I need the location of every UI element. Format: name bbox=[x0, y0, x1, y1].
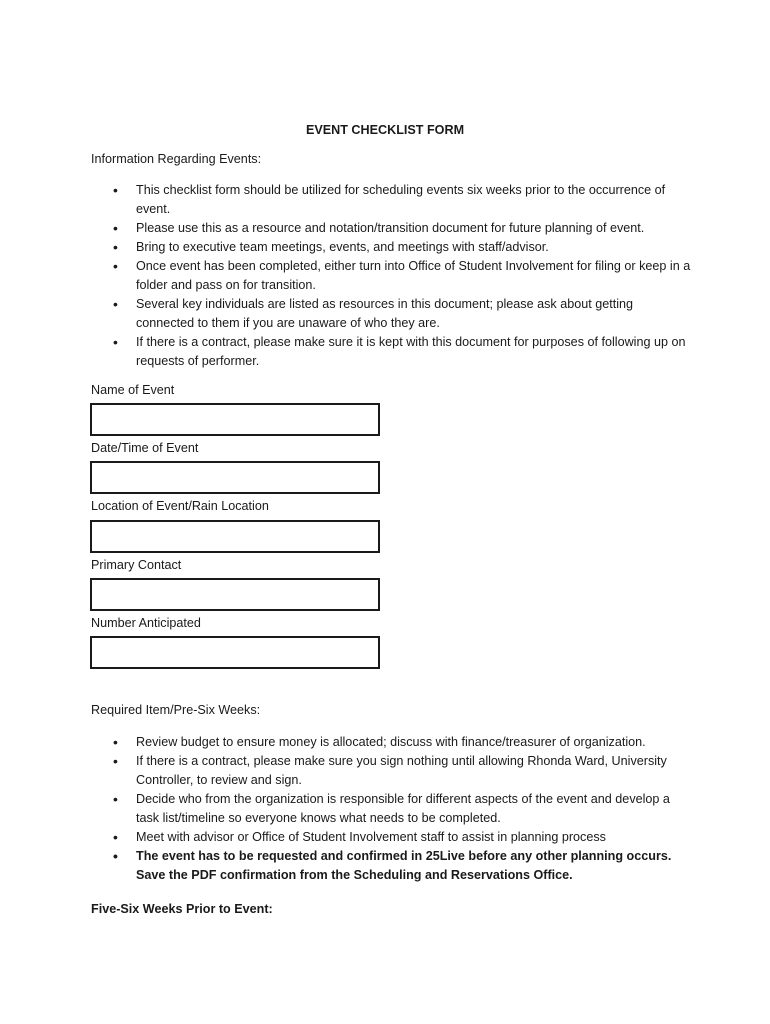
number-anticipated-label: Number Anticipated bbox=[91, 616, 201, 630]
info-section-heading: Information Regarding Events: bbox=[91, 152, 262, 166]
list-item: • Once event has been completed, either turn into Office of Student Involvement for filing or keep in a folder and pass on for transition. bbox=[91, 257, 691, 295]
pre-six-weeks-heading: Required Item/Pre-Six Weeks: bbox=[91, 703, 261, 717]
event-name-label: Name of Event bbox=[91, 383, 175, 397]
five-six-weeks-heading: Five-Six Weeks Prior to Event: bbox=[91, 902, 273, 916]
pre-six-weeks-bullet-list bbox=[91, 733, 691, 885]
info-bullet-list bbox=[91, 181, 691, 371]
primary-contact-input[interactable] bbox=[90, 578, 380, 611]
number-anticipated-input[interactable] bbox=[90, 636, 380, 669]
list-item: • Several key individuals are listed as resources in this document; please ask about getting connected to them if you are unaware of who they are. bbox=[91, 295, 691, 333]
location-input[interactable] bbox=[90, 520, 380, 553]
list-item: • Decide who from the organization is responsible for different aspects of the event and develop a task list/timeline so everyone knows what needs to be completed. bbox=[91, 790, 691, 828]
primary-contact-label: Primary Contact bbox=[91, 558, 182, 572]
list-item: • Meet with advisor or Office of Student Involvement staff to assist in planning process bbox=[91, 828, 691, 847]
list-item: • If there is a contract, please make sure you sign nothing until allowing Rhonda Ward, University Controller, to review and sign. bbox=[91, 752, 691, 790]
list-item: • This checklist form should be utilized for scheduling events six weeks prior to the occurrence of event. bbox=[91, 181, 691, 219]
list-item: • If there is a contract, please make sure it is kept with this document for purposes of following up on requests of performer. bbox=[91, 333, 691, 371]
list-item: • Review budget to ensure money is allocated; discuss with finance/treasurer of organization. bbox=[91, 733, 691, 752]
list-item: • The event has to be requested and confirmed in 25Live before any other planning occurs. Save the PDF confirmation from the Scheduling and Reservations Office. bbox=[91, 847, 691, 885]
event-name-input[interactable] bbox=[90, 403, 380, 436]
list-item: • Please use this as a resource and notation/transition document for future planning of event. bbox=[91, 219, 691, 238]
date-time-input[interactable] bbox=[90, 461, 380, 494]
location-label: Location of Event/Rain Location bbox=[91, 499, 269, 513]
date-time-label: Date/Time of Event bbox=[91, 441, 199, 455]
list-item: • Bring to executive team meetings, events, and meetings with staff/advisor. bbox=[91, 238, 691, 257]
form-title: EVENT CHECKLIST FORM bbox=[305, 123, 465, 137]
